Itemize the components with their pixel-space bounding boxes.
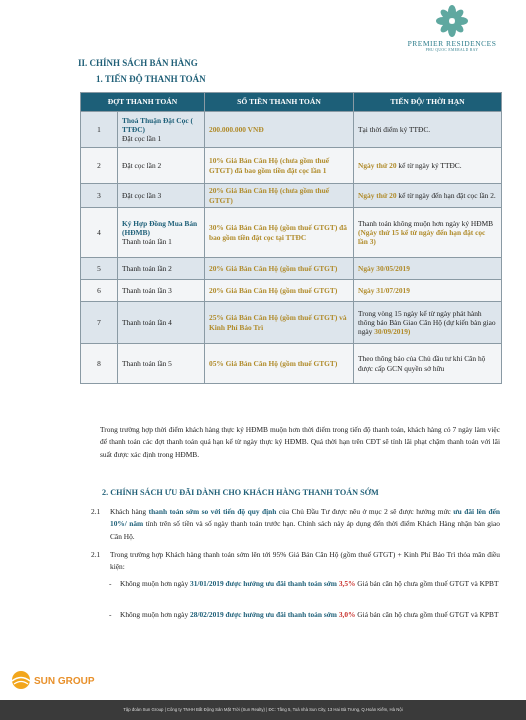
header-installment: ĐỢT THANH TOÁN: [81, 93, 205, 112]
text-percent: 3,5%: [338, 579, 356, 588]
amount-text: 30% Giá Bán Căn Hộ (gồm thuế GTGT) đã bao gồm tiền đặt cọc tại TTĐC: [209, 223, 347, 242]
amount-text: 20% Giá Bán Căn Hộ (gồm thuế GTGT): [209, 285, 338, 295]
text-highlight: thanh toán sớm so với tiến độ quy định: [148, 507, 277, 516]
installment-label: [118, 302, 205, 344]
term-highlight: Ngày 30/05/2019: [358, 263, 410, 273]
term-cell: [354, 258, 502, 280]
early-payment-heading: 2. CHÍNH SÁCH ƯU ĐÃI DÀNH CHO KHÁCH HÀNG THANH TOÁN SỚM: [102, 488, 379, 497]
term-cell: [354, 280, 502, 302]
table-row: [81, 184, 502, 208]
text-part: Không muộn hơn ngày: [120, 610, 191, 619]
table-row: [81, 258, 502, 280]
text-highlight: ưu đãi lên đến 10%/ năm: [110, 507, 500, 529]
term-tail: 30/09/2019): [374, 327, 411, 337]
amount-cell: [205, 112, 354, 148]
term-text: Trong vòng 15 ngày kể từ ngày phát hành thông báo Bàn Giao Căn Hộ (dự kiến bàn giao ngày: [358, 308, 496, 337]
text-highlight: 28/02/2019 được hưởng ưu đãi thanh toán sớm: [190, 610, 339, 619]
installment-label: [118, 148, 205, 184]
item-text: Trong trường hợp Khách hàng thanh toán sớm lên tới 95% Giá Bán Căn Hộ (gồm thuế GTGT) + Kinh Phí Bảo Trì thỏa mãn điều kiện:: [110, 550, 500, 572]
item-number: 2.1: [91, 507, 101, 516]
installment-label: [118, 184, 205, 208]
term-cell: [354, 112, 502, 148]
installment-label: [118, 344, 205, 384]
installment-label: [118, 208, 205, 258]
term-text: kể từ ngày đến hạn đặt cọc lần 2.: [396, 190, 496, 200]
amount-cell: [205, 148, 354, 184]
row-number: 8: [81, 344, 118, 384]
premier-residences-logo: [392, 4, 512, 52]
amount-cell: [205, 258, 354, 280]
term-cell: [354, 208, 502, 258]
installment-subtitle: Đặt cọc lần 2: [122, 160, 162, 170]
amount-cell: [205, 184, 354, 208]
amount-cell: [205, 302, 354, 344]
amount-extra: và Kinh Phí Bảo Trì: [209, 313, 347, 332]
section-heading: II. CHÍNH SÁCH BÁN HÀNG: [78, 58, 198, 68]
payment-schedule-table: [80, 92, 502, 384]
text-part: Không muộn hơn ngày: [120, 579, 191, 588]
logo-name: PREMIER RESIDENCES: [407, 39, 497, 48]
bullet-text: [120, 578, 500, 590]
table-row: [81, 208, 502, 258]
sun-group-logo: [10, 668, 100, 692]
term-highlight: Ngày thứ 20: [358, 160, 397, 170]
installment-subtitle: Thanh toán lần 2: [122, 263, 172, 273]
term-tail: (Ngày thứ 15 kể từ ngày đến hạn đặt cọc lần 3): [358, 227, 486, 247]
row-number: 2: [81, 148, 118, 184]
installment-label: [118, 280, 205, 302]
text-part: Giá bán căn hộ chưa gồm thuế GTGT và KPBT: [355, 610, 499, 619]
amount-text: 20% Giá Bán Căn Hộ (chưa gồm thuế GTGT): [209, 186, 330, 205]
installment-subtitle: Thanh toán lần 4: [122, 317, 172, 327]
term-text: Thanh toán không muộn hơn ngày ký HĐMB: [358, 218, 494, 228]
amount-text: 200.000.000 VNĐ: [209, 124, 264, 134]
subsection-heading: 1. TIẾN ĐỘ THANH TOÁN: [96, 74, 206, 84]
installment-subtitle: Đặt cọc lần 1: [122, 134, 162, 144]
text-percent: 3,0%: [338, 610, 356, 619]
text-part: Khách hàng: [110, 507, 149, 516]
term-highlight: Ngày 31/07/2019: [358, 285, 410, 295]
text-highlight: 31/01/2019 được hưởng ưu đãi thanh toán sớm: [190, 579, 339, 588]
term-cell: [354, 302, 502, 344]
term-text: Tại thời điểm ký TTĐC.: [358, 124, 431, 134]
installment-subtitle: Thanh toán lần 1: [122, 237, 172, 247]
term-highlight: Ngày thứ 20: [358, 190, 397, 200]
row-number: 4: [81, 208, 118, 258]
header-term: TIẾN ĐỘ/ THỜI HẠN: [354, 93, 502, 112]
table-row: [81, 344, 502, 384]
sun-logo-text: SUN GROUP: [34, 676, 95, 687]
term-cell: [354, 184, 502, 208]
term-cell: [354, 148, 502, 184]
row-number: 1: [81, 112, 118, 148]
text-part: tính trên số tiền và số ngày thanh toán trước hạn. Chính sách này áp dụng đến thời điểm Khách Hàng nhận bàn giao Căn Hộ.: [110, 519, 500, 541]
row-number: 6: [81, 280, 118, 302]
installment-subtitle: Đặt cọc lần 3: [122, 190, 162, 200]
amount-text: 05% Giá Bán Căn Hộ (gồm thuế GTGT): [209, 358, 338, 368]
installment-label: [118, 258, 205, 280]
amount-cell: [205, 344, 354, 384]
table-row: [81, 148, 502, 184]
amount-cell: [205, 280, 354, 302]
flower-icon: [435, 4, 469, 38]
amount-text: 25% Giá Bán Căn Hộ (gồm thuế GTGT): [209, 313, 338, 323]
amount-text: 20% Giá Bán Căn Hộ (gồm thuế GTGT): [209, 263, 338, 273]
installment-subtitle: Thanh toán lần 3: [122, 285, 172, 295]
text-part: của Chủ Đầu Tư được nêu ở mục 2 sẽ được hưởng mức: [276, 507, 454, 516]
term-cell: [354, 344, 502, 384]
header-amount: SỐ TIỀN THANH TOÁN: [205, 93, 354, 112]
bullet-text: [120, 609, 500, 621]
installment-label: [118, 112, 205, 148]
table-row: [81, 280, 502, 302]
item-text: [110, 506, 500, 543]
table-row: [81, 302, 502, 344]
page-footer: Tập đoàn Sun Group | Công ty TNHH Bất Động Sản Mặt Trời (Sun Realty) | ĐC: Tầng 5, Toà nhà Sun City, 13 Hai Bà Trưng, Q.Hoàn Kiếm, Hà Nội: [0, 700, 526, 720]
item-number: 2.1: [91, 550, 101, 559]
installment-title: Ký Hợp Đồng Mua Bán (HĐMB): [122, 218, 198, 237]
installment-subtitle: Thanh toán lần 5: [122, 358, 172, 368]
row-number: 5: [81, 258, 118, 280]
row-number: 3: [81, 184, 118, 208]
installment-title: Thoả Thuận Đặt Cọc ( TTĐC): [122, 115, 193, 134]
table-header-row: [81, 93, 502, 112]
late-signing-note: Trong trường hợp thời điểm khách hàng thực ký HĐMB muộn hơn thời điểm trong tiến độ thanh toán, khách hàng có 7 ngày làm việc để thanh toán các đợt thanh toán quá hạn kể từ ngày thực ký HĐMB. Quá thời hạn trên CĐT sẽ tính lãi phạt chậm thanh toán với lãi suất được xác định trong HĐMB.: [100, 425, 500, 459]
term-text: kể từ ngày ký TTĐC.: [396, 160, 462, 170]
term-text: Theo thông báo của Chủ đầu tư khi Căn hộ được cấp GCN quyền sở hữu: [358, 354, 486, 373]
row-number: 7: [81, 302, 118, 344]
table-row: [81, 112, 502, 148]
amount-text: 10% Giá Bán Căn Hộ (chưa gồm thuế GTGT) đã bao gồm tiền đặt cọc lần 1: [209, 156, 330, 175]
text-part: Giá bán căn hộ chưa gồm thuế GTGT và KPBT: [355, 579, 499, 588]
logo-subtitle: PHU QUOC EMERALD BAY: [425, 48, 479, 52]
amount-cell: [205, 208, 354, 258]
